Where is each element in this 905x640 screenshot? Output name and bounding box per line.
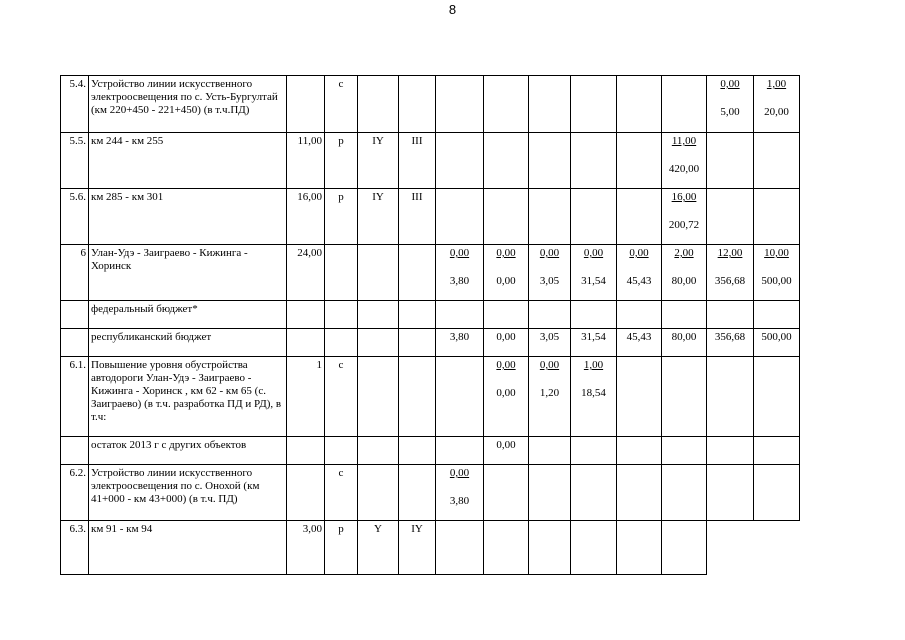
year-cell <box>617 357 662 437</box>
row-work-type: р <box>325 133 358 189</box>
cost-value: 3,80 <box>449 495 470 507</box>
length-value: 11,00 <box>671 135 697 147</box>
length-value: 0,00 <box>539 359 560 371</box>
year-cell <box>529 465 571 521</box>
year-cell: 3,05 <box>529 329 571 357</box>
year-cell <box>484 465 529 521</box>
row-name: км 244 - км 255 <box>89 133 287 189</box>
year-cell <box>529 189 571 245</box>
row-category-after: III <box>399 133 436 189</box>
year-cell <box>571 465 617 521</box>
table-row <box>61 437 800 465</box>
row-category-before <box>358 329 399 357</box>
year-cell <box>754 133 800 189</box>
year-cell <box>617 76 662 133</box>
year-cell <box>662 357 707 437</box>
year-cell <box>754 437 800 465</box>
year-cell: 500,00 <box>754 329 800 357</box>
year-cell <box>529 133 571 189</box>
row-length: 11,00 <box>287 133 325 189</box>
row-category-before: IY <box>358 189 399 245</box>
row-category-after: III <box>399 189 436 245</box>
cost-value: 0,00 <box>496 275 516 287</box>
year-cell <box>662 437 707 465</box>
year-cell <box>707 76 754 133</box>
row-work-type: р <box>325 521 358 575</box>
row-category-before <box>358 301 399 329</box>
row-name: федеральный бюджет* <box>89 301 287 329</box>
year-cell <box>707 465 754 521</box>
year-cell <box>529 245 571 301</box>
year-cell <box>484 133 529 189</box>
year-cell: 45,43 <box>617 329 662 357</box>
year-cell <box>754 357 800 437</box>
year-cell <box>529 76 571 133</box>
year-cell <box>484 521 529 575</box>
year-cell <box>436 76 484 133</box>
cost-value: 3,05 <box>539 275 560 287</box>
length-value: 0,00 <box>720 78 740 90</box>
year-cell <box>617 521 662 575</box>
row-category-after <box>399 76 436 133</box>
cost-value: 20,00 <box>764 106 789 118</box>
length-value: 1,00 <box>583 359 604 371</box>
row-work-type: с <box>325 465 358 521</box>
cost-value: 1,20 <box>539 387 560 399</box>
year-cell <box>571 245 617 301</box>
year-cell <box>529 437 571 465</box>
row-number: 5.4. <box>61 76 89 133</box>
cost-value: 356,68 <box>714 275 746 287</box>
row-length <box>287 301 325 329</box>
row-number: 6.1. <box>61 357 89 437</box>
length-value: 0,00 <box>496 247 516 259</box>
row-number: 6 <box>61 245 89 301</box>
cost-value: 500,00 <box>761 275 792 287</box>
row-number: 6.2. <box>61 465 89 521</box>
row-category-before <box>358 437 399 465</box>
year-cell <box>484 76 529 133</box>
row-category-before <box>358 245 399 301</box>
row-length <box>287 437 325 465</box>
table-row <box>61 301 800 329</box>
table-row <box>61 133 800 189</box>
year-cell <box>662 189 707 245</box>
year-cell <box>617 301 662 329</box>
row-category-after <box>399 465 436 521</box>
cost-value: 0,00 <box>496 387 516 399</box>
year-cell <box>754 245 800 301</box>
year-cell <box>707 301 754 329</box>
year-cell: 80,00 <box>662 329 707 357</box>
cost-value: 31,54 <box>581 275 606 287</box>
row-number <box>61 329 89 357</box>
cost-value: 18,54 <box>581 387 606 399</box>
row-length: 1 <box>287 357 325 437</box>
row-category-after <box>399 301 436 329</box>
row-number: 5.5. <box>61 133 89 189</box>
length-value: 0,00 <box>449 467 470 479</box>
year-cell: 31,54 <box>571 329 617 357</box>
cost-value: 200,72 <box>668 219 700 231</box>
year-cell <box>754 76 800 133</box>
year-cell <box>707 357 754 437</box>
row-category-after <box>399 245 436 301</box>
year-cell <box>571 521 617 575</box>
row-length: 24,00 <box>287 245 325 301</box>
year-cell <box>436 437 484 465</box>
table-row <box>61 76 800 133</box>
row-name: Повышение уровня обустройства автодороги Улан-Удэ - Заиграево - Кижинга - Хоринск , км 62 - км 65 (с. Заиграево) (в т.ч. разработка ПД и РД), в т.ч: <box>89 357 287 437</box>
row-category-before: IY <box>358 133 399 189</box>
year-cell <box>436 245 484 301</box>
row-number: 5.6. <box>61 189 89 245</box>
row-name: км 285 - км 301 <box>89 189 287 245</box>
year-cell <box>754 301 800 329</box>
row-number: 6.3. <box>61 521 89 575</box>
year-cell <box>617 245 662 301</box>
year-cell: 3,80 <box>436 329 484 357</box>
row-name: Улан-Удэ - Заиграево - Кижинга - Хоринск <box>89 245 287 301</box>
length-value: 0,00 <box>449 247 470 259</box>
table-row <box>61 465 800 521</box>
year-cell <box>754 521 800 575</box>
table-row <box>61 245 800 301</box>
row-length <box>287 76 325 133</box>
length-value: 1,00 <box>766 78 787 90</box>
row-category-after <box>399 357 436 437</box>
row-category-after <box>399 437 436 465</box>
length-value: 0,00 <box>539 247 560 259</box>
row-category-after <box>399 329 436 357</box>
row-number <box>61 437 89 465</box>
data-table <box>60 75 800 575</box>
year-cell <box>436 189 484 245</box>
year-cell <box>436 301 484 329</box>
year-cell <box>529 521 571 575</box>
year-cell <box>571 301 617 329</box>
year-cell <box>662 133 707 189</box>
year-cell <box>617 189 662 245</box>
row-category-before: Y <box>358 521 399 575</box>
row-work-type <box>325 329 358 357</box>
year-cell <box>571 189 617 245</box>
cost-value: 3,80 <box>449 275 470 287</box>
length-value: 0,00 <box>583 247 604 259</box>
row-name: Устройство линии искусственного электроосвещения по с. Усть-Бургултай (км 220+450 - 221+450) (в т.ч.ПД) <box>89 76 287 133</box>
row-name: км 91 - км 94 <box>89 521 287 575</box>
year-cell <box>436 521 484 575</box>
row-work-type: р <box>325 189 358 245</box>
cost-value: 420,00 <box>668 163 700 175</box>
year-cell <box>707 437 754 465</box>
row-category-before <box>358 357 399 437</box>
year-cell <box>754 465 800 521</box>
row-length <box>287 329 325 357</box>
row-length <box>287 465 325 521</box>
length-value: 16,00 <box>671 191 697 203</box>
table-row <box>61 357 800 437</box>
row-category-after: IY <box>399 521 436 575</box>
year-cell <box>484 189 529 245</box>
row-length: 3,00 <box>287 521 325 575</box>
year-cell <box>707 133 754 189</box>
row-name: остаток 2013 г с других объектов <box>89 437 287 465</box>
row-length: 16,00 <box>287 189 325 245</box>
length-value: 12,00 <box>717 247 743 259</box>
year-cell: 356,68 <box>707 329 754 357</box>
row-category-before <box>358 465 399 521</box>
cost-value: 80,00 <box>671 275 697 287</box>
row-work-type: с <box>325 357 358 437</box>
row-number <box>61 301 89 329</box>
row-name: республиканский бюджет <box>89 329 287 357</box>
year-cell <box>436 133 484 189</box>
year-cell <box>617 465 662 521</box>
year-cell <box>707 189 754 245</box>
year-cell <box>662 245 707 301</box>
row-work-type <box>325 245 358 301</box>
year-cell <box>571 437 617 465</box>
year-cell <box>754 189 800 245</box>
length-value: 10,00 <box>764 247 789 259</box>
year-cell <box>662 76 707 133</box>
year-cell <box>662 521 707 575</box>
year-cell <box>484 357 529 437</box>
year-cell <box>436 357 484 437</box>
year-cell <box>529 357 571 437</box>
year-cell <box>484 245 529 301</box>
cost-value: 5,00 <box>720 106 740 118</box>
length-value: 0,00 <box>496 359 516 371</box>
table-row <box>61 189 800 245</box>
table-row <box>61 521 800 575</box>
row-work-type: с <box>325 76 358 133</box>
year-cell <box>662 301 707 329</box>
year-cell <box>662 465 707 521</box>
row-work-type <box>325 437 358 465</box>
year-cell: 0,00 <box>484 329 529 357</box>
year-cell <box>707 245 754 301</box>
year-cell <box>707 521 754 575</box>
cost-value: 45,43 <box>626 275 652 287</box>
page-number: 8 <box>448 2 457 17</box>
row-work-type <box>325 301 358 329</box>
row-name: Устройство линии искусственного электроосвещения по с. Онохой (км 41+000 - км 43+000) (в т.ч. ПД) <box>89 465 287 521</box>
length-value: 2,00 <box>674 247 694 259</box>
row-category-before <box>358 76 399 133</box>
year-cell <box>571 76 617 133</box>
year-cell <box>436 465 484 521</box>
year-cell <box>484 301 529 329</box>
year-cell: 0,00 <box>484 437 529 465</box>
year-cell <box>617 437 662 465</box>
table-row <box>61 329 800 357</box>
year-cell <box>571 357 617 437</box>
year-cell <box>617 133 662 189</box>
length-value: 0,00 <box>629 247 649 259</box>
year-cell <box>529 301 571 329</box>
year-cell <box>571 133 617 189</box>
